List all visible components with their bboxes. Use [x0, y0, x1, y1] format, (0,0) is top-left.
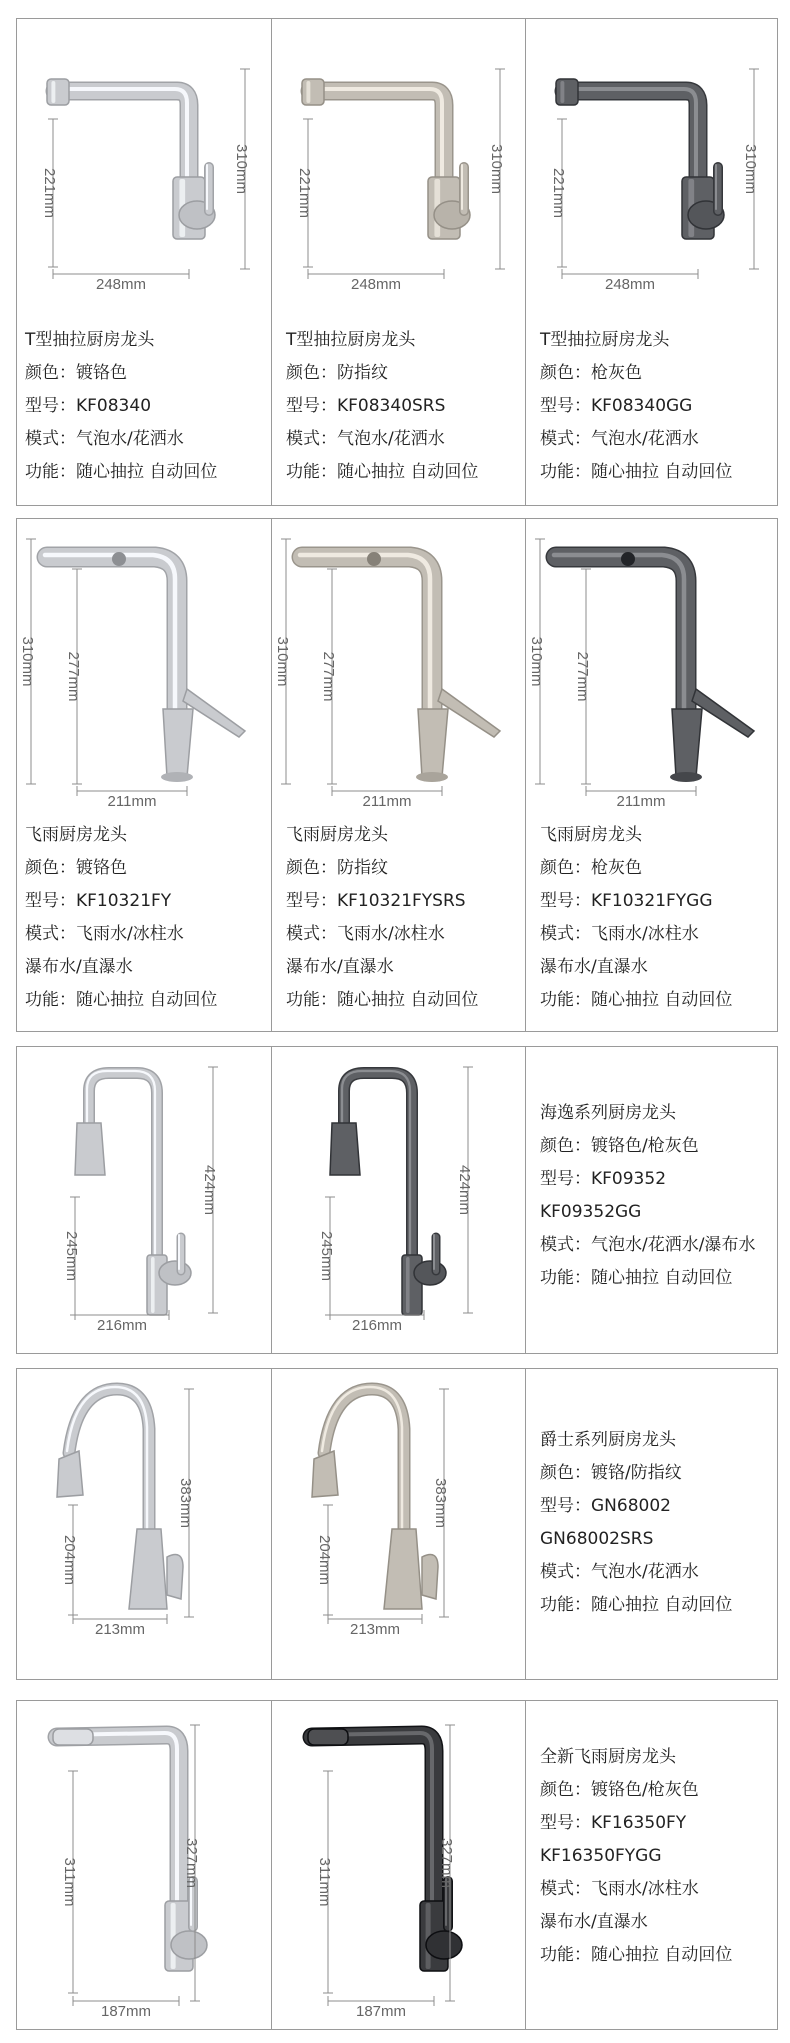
faucet-spray-head [367, 552, 381, 566]
product-function: 功能：随心抽拉 自动回位 [25, 462, 218, 482]
faucet-pull-head [75, 1123, 105, 1175]
faucet-base [670, 772, 702, 782]
dim-total-height-label: 383mm [177, 1477, 194, 1529]
product-info [25, 819, 217, 1017]
faucet-spout-highlight [554, 555, 684, 727]
faucet-spout-highlight [45, 555, 175, 727]
product-info [540, 324, 732, 489]
faucet-spout-highlight [308, 89, 442, 177]
faucet-spout [302, 557, 432, 729]
faucet-spray-head [308, 1729, 348, 1745]
dim-spout-height-label: 311mm [61, 1857, 78, 1907]
product-name: 爵士系列厨房龙头 [540, 1430, 676, 1450]
product-model: 型号：KF08340GG [540, 396, 693, 416]
product-image-cell [17, 1047, 271, 1353]
dim-width-label: 211mm [616, 793, 666, 810]
dim-width-label: 248mm [350, 276, 402, 293]
dim-total-height-label: 310mm [488, 143, 505, 195]
product-row-4 [16, 1368, 778, 1680]
product-model-alt: KF16350FYGG [540, 1846, 662, 1866]
dim-total-height-label: 327mm [183, 1837, 200, 1889]
faucet-spout-highlight [300, 555, 430, 727]
product-model: 型号：KF08340 [25, 396, 152, 416]
dim-total-height-label: 383mm [432, 1477, 449, 1529]
product-model: 型号：KF16350FY [540, 1813, 687, 1833]
product-function: 功能：随心抽拉 自动回位 [540, 1945, 733, 1965]
faucet-pull-head [57, 1451, 83, 1497]
faucet-handle [422, 1555, 438, 1599]
product-color: 颜色：镀铬色 [25, 363, 127, 383]
product-cell [271, 519, 525, 1031]
product-info-cell [525, 1369, 779, 1679]
product-color: 颜色：防指纹 [286, 363, 388, 383]
product-image-cell [271, 1701, 525, 2029]
product-info [540, 1424, 732, 1622]
faucet-spout-outline [310, 91, 444, 179]
dim-total-height-label: 424mm [201, 1164, 218, 1216]
dim-width-label: 213mm [349, 1621, 401, 1638]
dim-spout-height-label: 221mm [550, 167, 567, 219]
dim-total-height-label: 310mm [742, 143, 759, 195]
dim-spout-height-label: 311mm [316, 1857, 333, 1907]
faucet-arc-highlight [342, 1071, 410, 1295]
product-name: 飞雨厨房龙头 [540, 825, 642, 845]
product-model: 型号：KF08340SRS [286, 396, 446, 416]
dim-width-label: 187mm [100, 2003, 152, 2020]
product-model-alt: GN68002SRS [540, 1529, 654, 1549]
faucet-pull-head-highlight [306, 81, 310, 103]
product-image-cell [17, 1701, 271, 2029]
faucet-spout-outline [556, 557, 686, 729]
product-name: 飞雨厨房龙头 [286, 825, 388, 845]
faucet-arc-highlight [87, 1071, 155, 1295]
product-color: 颜色：枪灰色 [540, 858, 642, 878]
faucet-pull-head [330, 1123, 360, 1175]
faucet-body [672, 709, 702, 777]
product-mode: 模式：气泡水/花洒水 [25, 429, 184, 449]
dim-total-height-label: 310mm [274, 636, 291, 687]
dim-total-height-label: 310mm [528, 636, 545, 687]
faucet-body [418, 709, 448, 777]
faucet-valve [426, 1931, 462, 1959]
dim-width-label: 216mm [96, 1317, 148, 1334]
product-color: 颜色：镀铬色/枪灰色 [540, 1780, 699, 1800]
product-function: 功能：随心抽拉 自动回位 [540, 990, 733, 1010]
faucet-valve [171, 1931, 207, 1959]
product-mode: 模式：气泡水/花洒水 [540, 429, 699, 449]
product-mode: 模式：飞雨水/冰柱水 [540, 924, 699, 944]
product-image-cell [17, 1369, 271, 1679]
product-cell [525, 19, 779, 505]
dim-total-height-label: 310mm [19, 636, 36, 687]
product-info-cell [525, 1701, 779, 2029]
product-mode-cont: 瀑布水/直瀑水 [540, 957, 648, 977]
dim-spout-height-label: 245mm [63, 1230, 80, 1282]
faucet-illustration-jazz-brushed [272, 1369, 526, 1681]
product-function: 功能：随心抽拉 自动回位 [540, 1595, 733, 1615]
product-row-5 [16, 1700, 778, 2030]
product-image-cell [271, 1047, 525, 1353]
product-name: T型抽拉厨房龙头 [25, 330, 155, 350]
faucet-illustration-haiyi-gun [272, 1047, 526, 1355]
faucet-body [163, 709, 193, 777]
product-model: 型号：KF10321FYSRS [286, 891, 466, 911]
product-info [540, 1741, 732, 1972]
dim-spout-height-label: 245mm [318, 1230, 335, 1282]
product-color: 颜色：镀铬/防指纹 [540, 1463, 682, 1483]
product-model: 型号：GN68002 [540, 1496, 671, 1516]
dim-spout-height-label: 221mm [296, 167, 313, 219]
dim-width-label: 248mm [604, 276, 656, 293]
dim-total-height-label: 327mm [438, 1837, 455, 1889]
product-name: 全新飞雨厨房龙头 [540, 1747, 676, 1767]
faucet-body-highlight [151, 1257, 155, 1313]
product-row-1 [16, 18, 778, 506]
faucet-base [416, 772, 448, 782]
faucet-body [384, 1529, 422, 1609]
faucet-spray-head [53, 1729, 93, 1745]
dim-width-label: 211mm [107, 793, 157, 810]
faucet-illustration-newfeiyu-chrome [17, 1701, 271, 2031]
product-cell [17, 519, 271, 1031]
product-model: 型号：KF10321FY [25, 891, 172, 911]
product-cell [271, 19, 525, 505]
dim-spout-height-label: 204mm [61, 1534, 78, 1586]
faucet-spout [310, 91, 444, 179]
product-color: 颜色：镀铬色/枪灰色 [540, 1136, 699, 1156]
product-mode-cont: 瀑布水/直瀑水 [25, 957, 133, 977]
product-image-cell [271, 1369, 525, 1679]
faucet-spout [564, 91, 698, 179]
product-info [25, 324, 217, 489]
dim-total-height-label: 424mm [456, 1164, 473, 1216]
dim-spout-height-label: 204mm [316, 1534, 333, 1586]
product-model: 型号：KF10321FYGG [540, 891, 713, 911]
faucet-spout-outline [47, 557, 177, 729]
product-function: 功能：随心抽拉 自动回位 [286, 990, 479, 1010]
dim-spout-height-label: 277mm [65, 651, 82, 702]
product-function: 功能：随心抽拉 自动回位 [540, 462, 733, 482]
faucet-spray-head [112, 552, 126, 566]
faucet-pull-head [47, 79, 69, 105]
product-function: 功能：随心抽拉 自动回位 [25, 990, 218, 1010]
product-model: 型号：KF09352 [540, 1169, 667, 1189]
faucet-body-highlight [406, 1257, 410, 1313]
product-name: T型抽拉厨房龙头 [540, 330, 670, 350]
faucet-spout [47, 557, 177, 729]
faucet-valve [414, 1261, 446, 1285]
faucet-body [129, 1529, 167, 1609]
product-name: T型抽拉厨房龙头 [286, 330, 416, 350]
product-info [540, 1097, 755, 1295]
product-row-2 [16, 518, 778, 1032]
faucet-illustration-jazz-chrome [17, 1369, 271, 1681]
faucet-base [161, 772, 193, 782]
faucet-spout-highlight [53, 89, 187, 177]
product-color: 颜色：防指纹 [286, 858, 388, 878]
product-mode: 模式：飞雨水/冰柱水 [25, 924, 184, 944]
dim-width-label: 187mm [355, 2003, 407, 2020]
dim-spout-height-label: 221mm [41, 167, 58, 219]
product-function: 功能：随心抽拉 自动回位 [286, 462, 479, 482]
product-mode-cont: 瀑布水/直瀑水 [286, 957, 394, 977]
faucet-pull-head-highlight [560, 81, 564, 103]
dim-width-label: 211mm [362, 793, 412, 810]
faucet-spout [55, 91, 189, 179]
faucet-spout-outline [302, 557, 432, 729]
faucet-pull-head [312, 1451, 338, 1497]
faucet-pull-head [556, 79, 578, 105]
dim-width-label: 248mm [95, 276, 147, 293]
product-row-3 [16, 1046, 778, 1354]
faucet-spray-head [621, 552, 635, 566]
faucet-illustration-haiyi-chrome [17, 1047, 271, 1355]
faucet-illustration-newfeiyu-dark [272, 1701, 526, 2031]
product-mode: 模式：飞雨水/冰柱水 [286, 924, 445, 944]
dim-spout-height-label: 277mm [574, 651, 591, 702]
product-color: 颜色：镀铬色 [25, 858, 127, 878]
dim-width-label: 216mm [351, 1317, 403, 1334]
faucet-handle [167, 1555, 183, 1599]
product-name: 飞雨厨房龙头 [25, 825, 127, 845]
faucet-valve [159, 1261, 191, 1285]
product-color: 颜色：枪灰色 [540, 363, 642, 383]
product-model-alt: KF09352GG [540, 1202, 642, 1222]
faucet-spout-outline [564, 91, 698, 179]
faucet-spout-outline [55, 91, 189, 179]
product-mode: 模式：气泡水/花洒水 [540, 1562, 699, 1582]
dim-spout-height-label: 277mm [320, 651, 337, 702]
product-cell [17, 19, 271, 505]
faucet-pull-head-highlight [51, 81, 55, 103]
product-mode: 模式：气泡水/花洒水/瀑布水 [540, 1235, 756, 1255]
product-name: 海逸系列厨房龙头 [540, 1103, 676, 1123]
product-info [286, 819, 478, 1017]
product-mode: 模式：飞雨水/冰柱水 [540, 1879, 699, 1899]
product-function: 功能：随心抽拉 自动回位 [540, 1268, 733, 1288]
faucet-spout-highlight [562, 89, 696, 177]
product-info [286, 324, 478, 489]
product-mode: 模式：气泡水/花洒水 [286, 429, 445, 449]
product-cell [525, 519, 779, 1031]
faucet-pull-head [302, 79, 324, 105]
faucet-spout [556, 557, 686, 729]
product-mode-cont: 瀑布水/直瀑水 [540, 1912, 648, 1932]
dim-width-label: 213mm [94, 1621, 146, 1638]
dim-total-height-label: 310mm [233, 143, 250, 195]
product-info-cell [525, 1047, 779, 1353]
product-info [540, 819, 732, 1017]
